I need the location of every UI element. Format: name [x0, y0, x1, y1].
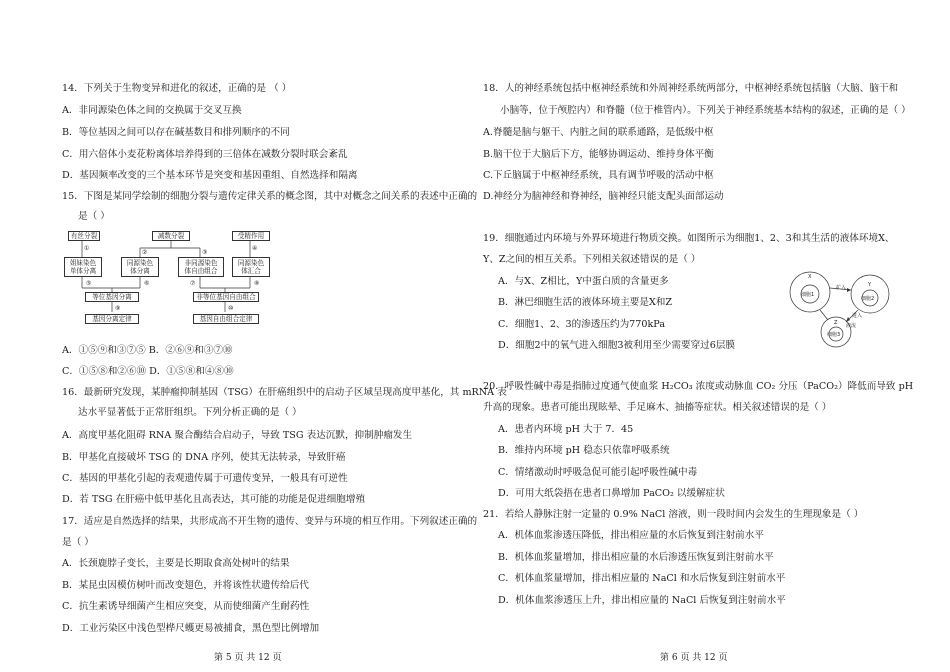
q15-stem-cont: 是（ ）: [78, 211, 110, 222]
q17-stem: 17．适应是自然选择的结果，共形成高不开生物的遗传、变异与环境的相互作用。下列叙述正确的: [62, 516, 478, 527]
page-number-right: 第 6 页 共 12 页: [660, 653, 728, 663]
q21-option-c: C．机体血浆量增加，排出相应量的 NaCl 和水后恢复到注射前水平: [498, 573, 786, 584]
q16-option-b: B．甲基化直接破坏 TSG 的 DNA 序列，使其无法转录，导致肝癌: [62, 452, 346, 463]
box-homolog-separation: 同源染色 体分离: [121, 257, 159, 277]
num-5: ⑤: [86, 280, 92, 287]
label-z: Z: [834, 320, 838, 326]
box-law-of-independent-assortment: 基因自由组合定律: [193, 314, 259, 324]
q18-stem-cont: 小脑等，位于颅腔内）和脊髓（位于椎管内）。下列关于神经系统基本结构的叙述，正确的是（ ）: [500, 105, 911, 116]
num-1: ①: [84, 245, 90, 252]
label-arrow-in: 扩入: [836, 285, 847, 291]
q14-option-d: D．基因频率改变的三个基本环节是突变和基因重组、自然选择和隔离: [62, 170, 358, 181]
q17-option-d: D．工业污染区中浅色型桦尺蠖更易被捕食，黑色型比例增加: [62, 623, 320, 634]
q20-stem-cont: 升高的现象。患者可能出现眩晕、手足麻木、抽搐等症状。相关叙述错误的是（ ）: [483, 402, 832, 413]
q17-stem-cont: 是（ ）: [62, 537, 94, 548]
q21-stem: 21．若给人静脉注射一定量的 0.9% NaCl 溶液，则一段时间内会发生的生理现象是（ ）: [483, 509, 864, 520]
box-independent-assortment: 非同源染色 体自由组合: [178, 257, 224, 277]
label-x: X: [808, 274, 812, 280]
q19-cell-environment-diagram: [786, 262, 898, 350]
q20-option-c: C．情绪激动时呼吸急促可能引起呼吸性碱中毒: [498, 467, 698, 478]
q18-stem: 18．人的神经系统包括中枢神经系统和外周神经系统两部分，中枢神经系统包括脑（大脑、脑干和: [483, 83, 899, 94]
q14-stem: 14．下列关于生物变异和进化的叙述，正确的是 （ ）: [62, 83, 292, 94]
label-arrow-flow: 液流: [846, 323, 857, 329]
num-9: ⑨: [115, 305, 121, 312]
box-sister-chromatid-separation: 姐妹染色 单体分离: [64, 257, 102, 277]
box-mitosis: 有丝分裂: [68, 231, 100, 241]
q21-option-b: B．机体血浆量增加，排出相应量的水后渗透压恢复到注射前水平: [498, 552, 774, 563]
box-meiosis: 减数分裂: [152, 231, 190, 241]
box-law-of-segregation: 基因分离定律: [85, 314, 139, 324]
q18-option-b: B.脑干位于大脑后下方，能够协调运动、维持身体平衡: [483, 149, 714, 160]
label-cell-1: 细胞1: [801, 292, 815, 298]
num-3: ③: [202, 249, 208, 256]
diagram-connectors: [60, 228, 290, 328]
num-10: ⑩: [228, 305, 234, 312]
box-allele-separation: 等位基因分离: [85, 292, 139, 302]
q20-stem: 20．呼吸性碱中毒是指肺过度通气使血浆 H₂CO₃ 浓度或动脉血 CO₂ 分压（PaCO₂）降低而导致 pH: [483, 381, 914, 392]
q16-option-d: D．若 TSG 在肝癌中低甲基化且高表达，其可能的功能是促进细胞增殖: [62, 494, 366, 505]
q16-stem: 16．最新研究发现，某肿瘤抑制基因（TSG）在肝癌组织中的启动子区域呈现高度甲基化，其 mRNA 表: [62, 387, 507, 398]
label-y: Y: [868, 282, 872, 288]
q18-option-d: D.神经分为脑神经和脊神经，脑神经只能支配头面部运动: [483, 191, 724, 202]
q19-stem-cont: Y、Z之间的相互关系。下列相关叙述错误的是（ ）: [483, 254, 701, 265]
label-cell-2: 细胞2: [861, 296, 875, 302]
num-8: ⑧: [254, 280, 260, 287]
label-cell-3: 细胞3: [827, 332, 841, 338]
q20-option-b: B．维持内环境 pH 稳态只依靠呼吸系统: [498, 445, 670, 456]
q17-option-c: C．抗生素诱导细菌产生相应突变，从而使细菌产生耐药性: [62, 601, 310, 612]
q15-stem: 15．下图是某同学绘制的细胞分裂与遗传定律关系的概念图，其中对概念之间关系的表述中正确的: [62, 191, 478, 202]
num-4: ④: [252, 245, 258, 252]
q19-option-c: C．细胞1、2、3的渗透压约为770kPa: [498, 319, 666, 330]
q16-option-c: C．基因的甲基化引起的表观遗传属于可遗传变异，一般具有可逆性: [62, 473, 348, 484]
q21-option-a: A．机体血浆渗透压降低，排出相应量的水后恢复到注射前水平: [498, 530, 764, 541]
q14-option-a: A．非同源染色体之间的交换属于交叉互换: [62, 105, 242, 116]
box-nonallele-assortment: 非等位基因自由组合: [193, 292, 259, 302]
q16-option-a: A．高度甲基化阻碍 RNA 聚合酶结合启动子，导致 TSG 表达沉默，抑制肿瘤发生: [62, 430, 413, 441]
q17-option-a: A．长颈鹿脖子变长，主要是长期取食高处树叶的结果: [62, 558, 290, 569]
q21-option-d: D．机体血浆渗透压上升，排出相应量的 NaCl 后恢复到注射前水平: [498, 595, 786, 606]
page-number-left: 第 5 页 共 12 页: [214, 653, 282, 663]
num-2: ②: [142, 249, 148, 256]
box-homolog-pairing: 同源染色 体汇合: [232, 257, 270, 277]
q14-option-c: C．用六倍体小麦花粉离体培养得到的三倍体在减数分裂时联会紊乱: [62, 149, 348, 160]
q18-option-c: C.下丘脑属于中枢神经系统，具有调节呼吸的活动中枢: [483, 170, 714, 181]
q20-option-a: A．患者内环境 pH 大于 7．45: [498, 424, 634, 435]
diagram-cells-svg: [786, 262, 898, 350]
q15-concept-diagram: [60, 228, 290, 328]
q15-options-cd: C．①⑤⑧和②⑥⑩ D．①⑤⑧和④⑧⑩: [62, 366, 234, 377]
q15-options-ab: A．①⑤⑨和③⑦⑤ B．②⑥⑨和③⑦⑩: [62, 345, 233, 356]
q20-option-d: D．可用大纸袋捂在患者口鼻增加 PaCO₂ 以缓解症状: [498, 488, 725, 499]
q19-option-a: A．与X、Z相比，Y中蛋白质的含量更多: [498, 276, 669, 287]
q19-option-d: D．细胞2中的氧气进入细胞3被利用至少需要穿过6层膜: [498, 340, 736, 351]
q16-stem-cont: 达水平显著低于正常肝组织。下列分析正确的是（ ）: [78, 407, 302, 418]
q14-option-b: B．等位基因之间可以存在碱基数目和排列顺序的不同: [62, 127, 290, 138]
num-7: ⑦: [190, 280, 196, 287]
q18-option-a: A.脊髓是脑与躯干、内脏之间的联系通路，是低级中枢: [483, 127, 714, 138]
q19-stem: 19．细胞通过内环境与外界环境进行物质交换。如图所示为细胞1、2、3和其生活的液体环境X、: [483, 233, 895, 244]
q19-option-b: B．淋巴细胞生活的液体环境主要是X和Z: [498, 297, 673, 308]
label-arrow-enter: 进入: [852, 313, 863, 319]
num-6: ⑥: [144, 280, 150, 287]
q17-option-b: B．某昆虫因模仿树叶而改变翅色，并将该性状遗传给后代: [62, 580, 309, 591]
box-fertilization: 受精作用: [232, 231, 270, 241]
